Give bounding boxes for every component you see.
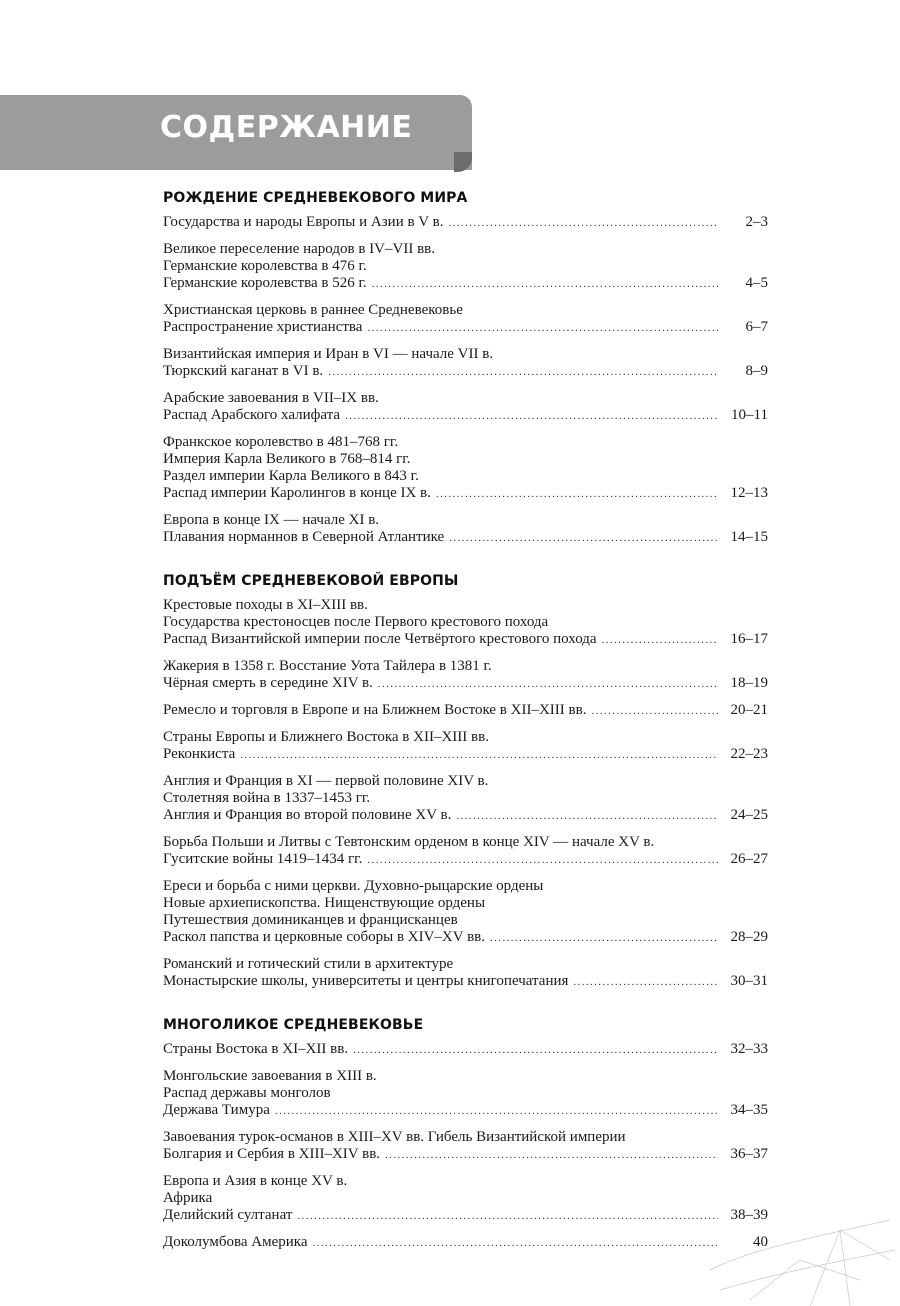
entry-line: Распад империи Каролингов в конце IX в. <box>163 485 431 501</box>
entry-line: Доколумбова Америка <box>163 1234 308 1250</box>
entry-last-line <box>163 929 768 947</box>
entry-line: Монгольские завоевания в XIII в. <box>163 1068 377 1084</box>
dot-leader <box>448 215 718 232</box>
entry-line: Тюркский каганат в VI в. <box>163 363 324 379</box>
entry-line: Распространение христианства <box>163 319 363 335</box>
entry-line: Германские королевства в 476 г. <box>163 258 367 274</box>
entry-last-line <box>163 1234 768 1252</box>
toc-entry[interactable] <box>163 1129 768 1164</box>
toc-entry[interactable] <box>163 834 768 869</box>
dot-leader <box>602 632 718 649</box>
entry-line: Раскол папства и церковные соборы в XIV–XV вв. <box>163 929 485 945</box>
entry-line: Жакерия в 1358 г. Восстание Уота Тайлера в 1381 г. <box>163 658 492 674</box>
page-number: 40 <box>753 1234 768 1250</box>
dot-leader <box>385 1147 718 1164</box>
toc-entry[interactable] <box>163 241 768 293</box>
toc-entry[interactable] <box>163 729 768 764</box>
entry-line: Распад державы монголов <box>163 1085 331 1101</box>
entry-line: Чёрная смерть в середине XIV в. <box>163 675 373 691</box>
toc-entry[interactable] <box>163 878 768 947</box>
entry-line: Раздел империи Карла Великого в 843 г. <box>163 468 419 484</box>
entry-line: Страны Востока в XI–XII вв. <box>163 1041 349 1057</box>
entry-line: Путешествия доминиканцев и францисканцев <box>163 912 458 928</box>
toc-entry[interactable] <box>163 658 768 693</box>
dot-leader <box>275 1103 718 1120</box>
dot-leader <box>297 1208 718 1225</box>
entry-line: Новые архиепископства. Нищенствующие ордены <box>163 895 486 911</box>
dot-leader <box>367 852 718 869</box>
entry-line: Распад Византийской империи после Четвёртого крестового похода <box>163 631 597 647</box>
toc-entry[interactable] <box>163 1234 768 1252</box>
entry-line: Арабские завоевания в VII–IX вв. <box>163 390 379 406</box>
dot-leader <box>372 276 718 293</box>
entry-last-line <box>163 851 768 869</box>
dot-leader <box>490 930 718 947</box>
page-number: 32–33 <box>730 1041 768 1057</box>
entry-last-line <box>163 702 768 720</box>
toc-entry[interactable] <box>163 1041 768 1059</box>
entry-last-line <box>163 973 768 991</box>
page-number: 38–39 <box>730 1207 768 1223</box>
entry-line: Англия и Франция в XI — первой половине XIV в. <box>163 773 489 789</box>
page-title: СОДЕРЖАНИЕ <box>160 110 413 145</box>
entry-line: Христианская церковь в раннее Средневековье <box>163 302 463 318</box>
toc-entry[interactable] <box>163 597 768 649</box>
dot-leader <box>328 364 718 381</box>
section-title: РОЖДЕНИЕ СРЕДНЕВЕКОВОГО МИРА <box>163 190 468 206</box>
toc-entry[interactable] <box>163 702 768 720</box>
entry-line: Держава Тимура <box>163 1102 270 1118</box>
entry-line: Франкское королевство в 481–768 гг. <box>163 434 399 450</box>
entry-line: Европа и Азия в конце XV в. <box>163 1173 348 1189</box>
entry-line: Распад Арабского халифата <box>163 407 341 423</box>
page-number: 34–35 <box>730 1102 768 1118</box>
entry-last-line <box>163 363 768 381</box>
page-number: 10–11 <box>731 407 768 423</box>
entry-line: Империя Карла Великого в 768–814 гг. <box>163 451 411 467</box>
entry-line: Государства и народы Европы и Азии в V в. <box>163 214 444 230</box>
dot-leader <box>436 486 718 503</box>
page-number: 30–31 <box>730 973 768 989</box>
entry-line: Крестовые походы в XI–XIII вв. <box>163 597 368 613</box>
page-number: 18–19 <box>730 675 768 691</box>
section-title: МНОГОЛИКОЕ СРЕДНЕВЕКОВЬЕ <box>163 1017 424 1033</box>
entry-last-line <box>163 807 768 825</box>
dot-leader <box>449 530 718 547</box>
entry-line: Германские королевства в 526 г. <box>163 275 367 291</box>
entry-last-line <box>163 529 768 547</box>
dot-leader <box>456 808 718 825</box>
page-number: 4–5 <box>745 275 768 291</box>
page-number: 14–15 <box>730 529 768 545</box>
toc-entry[interactable] <box>163 390 768 425</box>
toc-entry[interactable] <box>163 773 768 825</box>
entry-line: Делийский султанат <box>163 1207 293 1223</box>
entry-last-line <box>163 1146 768 1164</box>
dot-leader <box>378 676 718 693</box>
entry-last-line <box>163 1102 768 1120</box>
entry-line: Великое переселение народов в IV–VII вв. <box>163 241 435 257</box>
entry-line: Ереси и борьба с ними церкви. Духовно-рыцарские ордены <box>163 878 544 894</box>
page-number: 22–23 <box>730 746 768 762</box>
entry-last-line <box>163 1041 768 1059</box>
entry-line: Романский и готический стили в архитектуре <box>163 956 454 972</box>
page-number: 20–21 <box>730 702 768 718</box>
entry-last-line <box>163 319 768 337</box>
entry-line: Плавания норманнов в Северной Атлантике <box>163 529 445 545</box>
entry-line: Англия и Франция во второй половине XV в. <box>163 807 452 823</box>
toc-entry[interactable] <box>163 956 768 991</box>
dot-leader <box>353 1042 718 1059</box>
entry-last-line <box>163 675 768 693</box>
entry-last-line <box>163 485 768 503</box>
dot-leader <box>573 974 718 991</box>
page-number: 16–17 <box>730 631 768 647</box>
entry-last-line <box>163 275 768 293</box>
entry-line: Реконкиста <box>163 746 236 762</box>
dot-leader <box>345 408 718 425</box>
toc-entry[interactable] <box>163 1068 768 1120</box>
section-title: ПОДЪЁМ СРЕДНЕВЕКОВОЙ ЕВРОПЫ <box>163 573 459 589</box>
page-number: 26–27 <box>730 851 768 867</box>
page-number: 24–25 <box>730 807 768 823</box>
dot-leader <box>591 703 718 720</box>
toc-entry[interactable] <box>163 434 768 503</box>
background-sketch-decoration <box>690 1200 900 1306</box>
entry-line: Гуситские войны 1419–1434 гг. <box>163 851 363 867</box>
dot-leader <box>367 320 718 337</box>
entry-line: Европа в конце IX — начале XI в. <box>163 512 380 528</box>
entry-last-line <box>163 407 768 425</box>
entry-line: Болгария и Сербия в XIII–XIV вв. <box>163 1146 381 1162</box>
toc-section <box>163 573 768 991</box>
toc-entry[interactable] <box>163 302 768 337</box>
entry-last-line <box>163 631 768 649</box>
entry-last-line <box>163 1207 768 1225</box>
entry-line: Ремесло и торговля в Европе и на Ближнем Востоке в XII–XIII вв. <box>163 702 587 718</box>
entry-line: Страны Европы и Ближнего Востока в XII–XIII вв. <box>163 729 489 745</box>
entry-line: Столетняя война в 1337–1453 гг. <box>163 790 371 806</box>
entry-last-line <box>163 214 768 232</box>
entry-line: Африка <box>163 1190 213 1206</box>
page-number: 12–13 <box>730 485 768 501</box>
page-number: 2–3 <box>745 214 768 230</box>
dot-leader <box>240 747 718 764</box>
page-number: 8–9 <box>745 363 768 379</box>
entry-line: Монастырские школы, университеты и центры книгопечатания <box>163 973 569 989</box>
page-number: 36–37 <box>730 1146 768 1162</box>
entry-line: Византийская империя и Иран в VI — начале VII в. <box>163 346 494 362</box>
dot-leader <box>313 1235 719 1252</box>
entry-line: Завоевания турок-османов в XIII–XV вв. Гибель Византийской империи <box>163 1129 626 1145</box>
toc-entry[interactable] <box>163 512 768 547</box>
toc-section <box>163 190 768 547</box>
page-number: 28–29 <box>730 929 768 945</box>
page-number: 6–7 <box>745 319 768 335</box>
toc-section <box>163 1017 768 1252</box>
toc-entry[interactable] <box>163 214 768 232</box>
toc-entry[interactable] <box>163 346 768 381</box>
entry-last-line <box>163 746 768 764</box>
entry-line: Государства крестоносцев после Первого крестового похода <box>163 614 549 630</box>
entry-line: Борьба Польши и Литвы с Тевтонским орденом в конце XIV — начале XV в. <box>163 834 655 850</box>
toc-entry[interactable] <box>163 1173 768 1225</box>
table-of-contents <box>163 190 768 1278</box>
